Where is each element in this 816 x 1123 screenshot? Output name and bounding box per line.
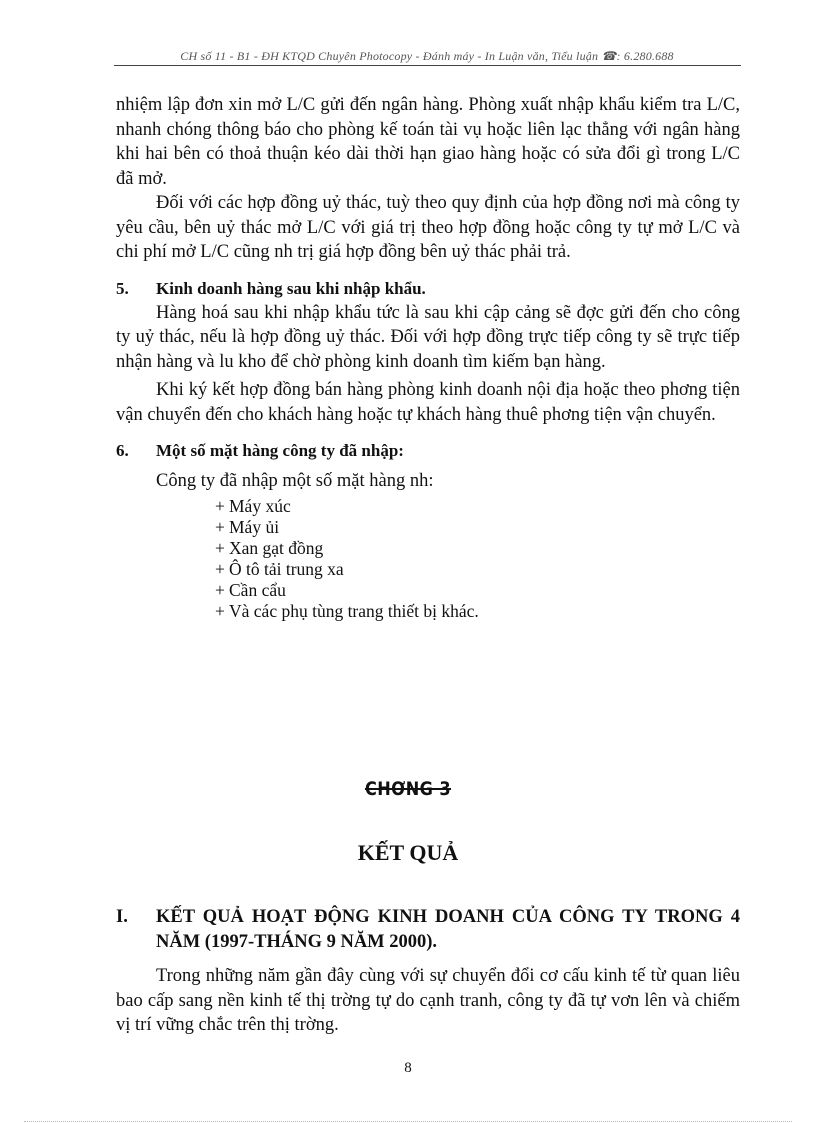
page-header: CH số 11 - B1 - ĐH KTQD Chuyên Photocopy - Đánh máy - In Luận văn, Tiểu luận ☎: 6.280.688 — [180, 49, 674, 63]
list-item: + Máy ủi — [215, 516, 280, 537]
section-6-number: 6. — [116, 441, 129, 460]
section-1-number: I. — [116, 907, 128, 927]
page-number: 8 — [404, 1060, 412, 1076]
list-item: + Và các phụ tùng trang thiết bị khác. — [215, 600, 479, 621]
section-1-heading — [116, 905, 740, 954]
paragraph-sales-contract: Khi ký kết hợp đồng bán hàng phòng kinh doanh nội địa hoặc theo phơng tiện vận chuyển đến cho khách hàng hoặc tự khách hàng thuê phơng tiện vận chuyển. — [116, 380, 740, 425]
list-item: + Cần cẩu — [215, 579, 286, 600]
paragraph-imported-goods-intro: Công ty đã nhập một số mặt hàng nh: — [156, 471, 434, 491]
paragraph-after-import: Hàng hoá sau khi nhập khẩu tức là sau khi cập cảng sẽ đợc gửi đến cho công ty uỷ thác, nếu là hợp đồng uỷ thác. Đối với hợp đồng trực tiếp công ty sẽ trực tiếp nhận hàng và lu kho để chờ phòng kinh doanh tìm kiếm bạn hàng. — [116, 302, 740, 372]
section-6-title: Một số mặt hàng công ty đã nhập: — [156, 441, 404, 460]
main-content — [116, 93, 740, 622]
section-5-number: 5. — [116, 278, 129, 298]
chapter-label: CHƠNG 3 — [364, 778, 452, 800]
header-rule — [114, 65, 741, 66]
list-item: + Xan gạt đồng — [215, 537, 324, 558]
footer-divider — [24, 1121, 792, 1122]
section-5-title: Kinh doanh hàng sau khi nhập khẩu. — [156, 278, 426, 298]
section-6-heading — [116, 439, 740, 463]
imported-goods-list — [215, 496, 740, 622]
paragraph-recent-years: Trong những năm gần đây cùng với sự chuyển đổi cơ cấu kinh tế từ quan liêu bao cấp sang nền kinh tế thị trờng tự do cạnh tranh, công ty đã tự vơn lên và chiếm vị trí vững chắc trên thị trờng. — [116, 966, 740, 1035]
section-1-title: KẾT QUẢ HOẠT ĐỘNG KINH DOANH CỦA CÔNG TY TRONG 4 NĂM (1997-THÁNG 9 NĂM 2000). — [156, 907, 740, 952]
list-item: + Máy xúc — [215, 495, 291, 516]
results-heading: KẾT QUẢ — [357, 840, 459, 865]
section-5-heading — [116, 277, 740, 301]
list-item: + Ô tô tải trung xa — [215, 558, 344, 579]
paragraph-consignment-contracts: Đối với các hợp đồng uỷ thác, tuỳ theo quy định của hợp đồng nơi mà công ty yêu cầu, bên uỷ thác mở L/C với giá trị theo hợp đồng hoặc công ty tự mở L/C và chi phí mở L/C cũng nh trị giá hợp đồng bên uỷ thác phải trả. — [116, 193, 740, 262]
section-1 — [116, 905, 740, 1038]
paragraph-lc-request: nhiệm lập đơn xin mở L/C gửi đến ngân hàng. Phòng xuất nhập khẩu kiểm tra L/C, nhanh chóng thông báo cho phòng kế toán tài vụ hoặc liên lạc thẳng với ngân hàng khi hai bên có thoả thuận kéo dài thời hạn giao hàng hoặc có sửa đổi gì trong L/C đã mở. — [116, 95, 740, 189]
chapter-title — [61, 778, 755, 800]
